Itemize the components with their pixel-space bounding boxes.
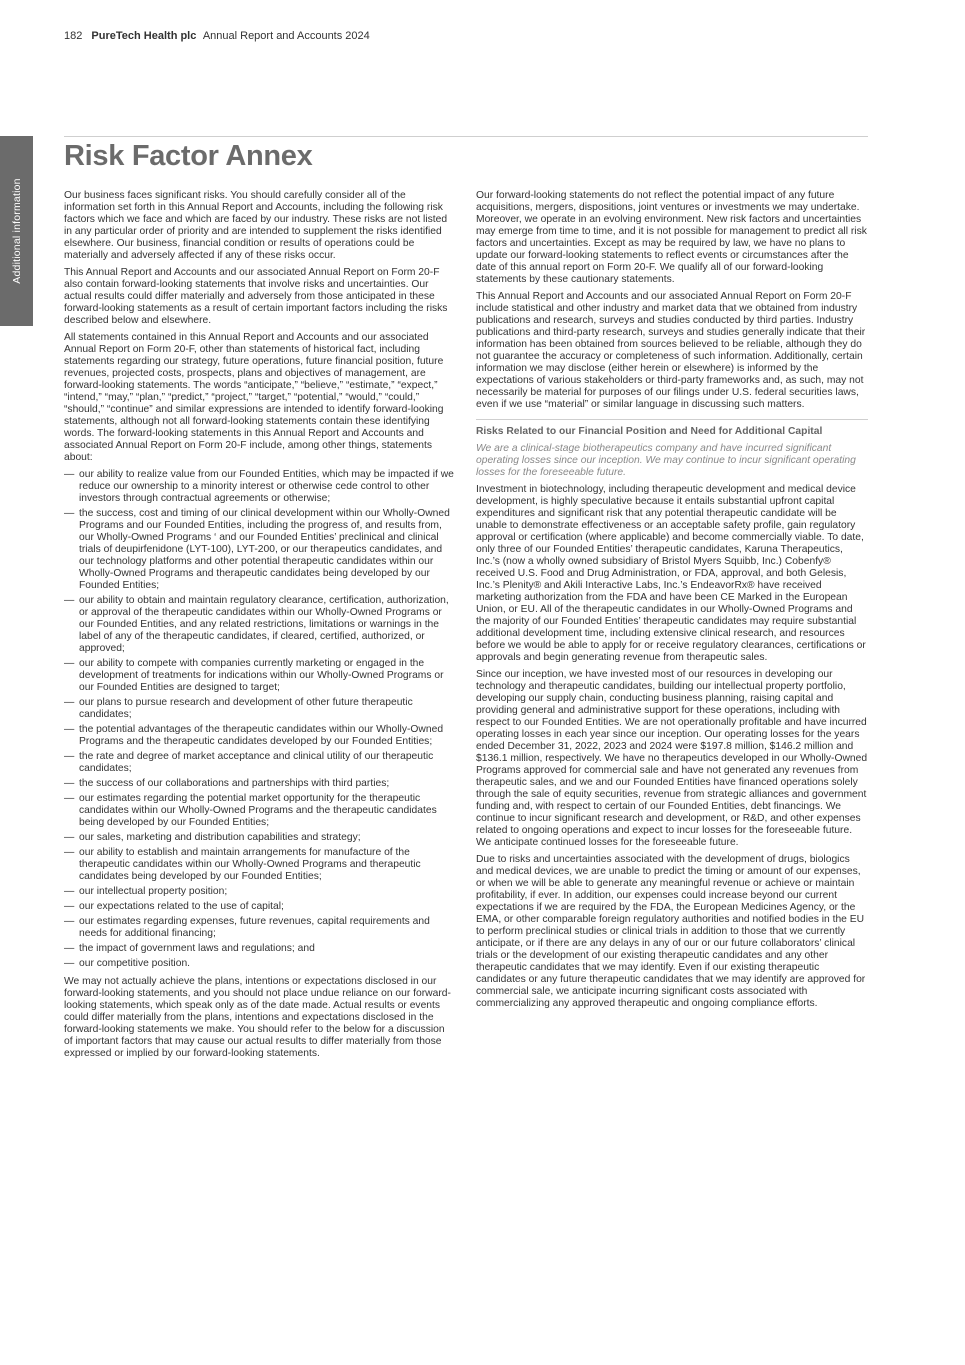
list-item: — the success, cost and timing of our clinical development within our Wholly-Owned Programs and our Founded Entities, including the progress of, and results from, our Wholly-Owned Programs ‘ and our Founded Entities’ preclinical and clinical trials of deupirfenidone (LYT-100), LYT-200, or our therapeutics candidates, and our technology platforms and other potential therapeutic candidates within our Wholly-Owned Programs and therapeutic candidates being developed by our Founded Entities; bbox=[64, 508, 450, 591]
dash-marker: — bbox=[64, 832, 75, 843]
report-name: Annual Report and Accounts 2024 bbox=[202, 30, 370, 42]
list-item: — our estimates regarding expenses, future revenues, capital requirements and needs for additional financing; bbox=[64, 916, 430, 939]
dash-marker: — bbox=[64, 847, 75, 858]
list-item: — our estimates regarding the potential market opportunity for the therapeutic candidates within our Wholly-Owned Programs and the therapeutic candidates being developed by our Founded Entities; bbox=[64, 793, 437, 828]
list-item: — our plans to pursue research and development of other future therapeutic candidates; bbox=[64, 697, 413, 720]
list-item: — our ability to obtain and maintain regulatory clearance, certification, authorization, or approval of the therapeutic candidates within our Wholly-Owned Programs or our Founded Entities, and any related restrictions, limitations or warnings in the label of any of the therapeutic candidates, if cleared, certified, authorized, or approved; bbox=[64, 595, 449, 654]
section-heading: Risks Related to our Financial Position and Need for Additional Capital bbox=[476, 426, 823, 437]
dash-marker: — bbox=[64, 901, 75, 912]
dash-marker: — bbox=[64, 697, 75, 708]
list-item: — our intellectual property position; bbox=[64, 886, 228, 897]
dash-marker: — bbox=[64, 886, 75, 897]
list-item: — the potential advantages of the therapeutic candidates within our Wholly-Owned Programs and the therapeutic candidates developed by our Founded Entities; bbox=[64, 724, 444, 747]
dash-marker: — bbox=[64, 943, 75, 954]
dash-marker: — bbox=[64, 724, 75, 735]
statements-paragraph: All statements contained in this Annual Report and Accounts and our associated Annual Report on Form 20-F, other than statements of historical fact, including statements regarding our strategy, future operations, future financial position, future revenues, projected costs, prospects, plans and objectives of management, are forward-looking statements. The words “anticipate,” “believe,” “estimate,” “expect,” “intend,” “may,” “plan,” “predict,” “project,” “target,” “potential,” “would,” “could,” “should,” “continue” and similar expressions are intended to identify forward-looking statements, although not all forward-looking statements contain these identifying words. The forward-looking statements in this Annual Report and Accounts and associated Annual Report on Form 20-F include, among other things, statements about: bbox=[64, 332, 444, 463]
operating-losses-paragraph: Since our inception, we have invested most of our resources in developing our technology and therapeutic candidates, building our intellectual property portfolio, developing our supply chain, conducting business planning, raising capital and providing general and administrative support for these operations, including with respect to our Founded Entities. We are not operationally profitable and have incurred operating losses in each year since our inception. Our operating losses for the years ended December 31, 2022, 2023 and 2024 were $197.8 million, $146.2 million and $136.1 million, respectively. We have no therapeutics developed in our Wholly-Owned Programs approved for commercial sale and have not generated any revenues from therapeutic sales, and we and our Founded Entities have financed operations solely through the sale of equity securities, revenue from strategic alliances and government funding and, with respect to certain of our Founded Entities, debt financings. We continue to incur significant research and development, or R&D, and other expenses related to ongoing operations and expect to incur losses for the foreseeable future. We anticipate continued losses for the foreseeable future. bbox=[476, 669, 868, 848]
dash-marker: — bbox=[64, 751, 75, 762]
forward-looking-paragraph: This Annual Report and Accounts and our associated Annual Report on Form 20-F also contain forward-looking statements that involve risks and uncertainties. Our actual results could differ materially and adversely from those anticipated in these forward-looking statements as a result of certain important factors including the risks described below and elsewhere. bbox=[64, 267, 448, 326]
right-column bbox=[476, 190, 868, 1015]
dash-marker: — bbox=[64, 508, 75, 519]
list-item: — the rate and degree of market acceptance and clinical utility of our therapeutic candidates; bbox=[64, 751, 434, 774]
forward-looking-limits-paragraph: Our forward-looking statements do not reflect the potential impact of any future acquisitions, mergers, dispositions, joint ventures or investments we may undertake. Moreover, we operate in an evolving environment. New risk factors and uncertainties may emerge from time to time, and it is not possible for management to predict all risk factors and uncertainties. Except as may be required by law, we have no plans to update our forward-looking statements to reflect events or circumstances after the date of this annual report on Form 20-F. We qualify all of our forward-looking statements by these cautionary statements. bbox=[476, 190, 867, 285]
company-name: PureTech Health plc bbox=[91, 30, 197, 42]
dash-marker: — bbox=[64, 778, 75, 789]
statements-list bbox=[64, 469, 456, 970]
list-item: — our ability to realize value from our Founded Entities, which may be impacted if we reduce our ownership to a minority interest or otherwise cede control to other investors through contractual agreements or otherwise; bbox=[64, 469, 454, 504]
closing-paragraph: We may not actually achieve the plans, intentions or expectations disclosed in our forward-looking statements, and you should not place undue reliance on our forward-looking statements, which speak only as of the date made. Actual results or events could differ materially from the plans, intentions and expectations disclosed in the forward-looking statements we make. You should refer to the below for a discussion of important factors that may cause our actual results to differ materially from those expressed or implied by our forward-looking statements. bbox=[64, 976, 451, 1059]
left-column bbox=[64, 190, 456, 1065]
side-tab-label: Additional information bbox=[10, 178, 23, 284]
dash-marker: — bbox=[64, 658, 75, 669]
page-number: 182 bbox=[64, 30, 83, 42]
investment-paragraph: Investment in biotechnology, including therapeutic development and medical device development, is highly speculative because it entails substantial upfront capital expenditures and significant risk that any potential therapeutic candidate will be unable to demonstrate effectiveness or an acceptable safety profile, gain regulatory approval or certification (where applicable) and become commercially viable. To date, only three of our Founded Entities’ therapeutic candidates, Karuna Therapeutics, Inc.’s (now a wholly owned subsidiary of Bristol Myers Squibb, Inc.) Cobenfy® received U.S. Food and Drug Administration, or FDA, approval, and both Gelesis, Inc.’s Plenity® and Akili Interactive Labs, Inc.’s EndeavorRx® have received marketing authorization from the FDA and have been CE Marked in the European Union, or EU. All of the therapeutic candidates in our Wholly-Owned Programs and the majority of our Founded Entities’ therapeutic candidates may require substantial additional development time, including extensive clinical research, and resources before we would be able to apply for or receive regulatory clearances, certifications or approvals and begin generating revenue from therapeutic sales. bbox=[476, 484, 866, 663]
list-item: — our ability to establish and maintain arrangements for manufacture of the therapeutic candidates within our Wholly-Owned Programs and therapeutic candidates being developed by our Founded Entities; bbox=[64, 847, 421, 882]
risk-summary: We are a clinical-stage biotherapeutics company and have incurred significant operating losses since our inception. We may continue to incur significant operating losses for the foreseeable future. bbox=[476, 443, 856, 478]
list-item: — our ability to compete with companies currently marketing or engaged in the development of treatments for indications within our Wholly-Owned Programs or our Founded Entities are designed to target; bbox=[64, 658, 444, 693]
section-side-tab bbox=[0, 136, 33, 326]
list-item: — the success of our collaborations and partnerships with third parties; bbox=[64, 778, 390, 789]
dash-marker: — bbox=[64, 469, 75, 480]
dash-marker: — bbox=[64, 595, 75, 606]
section-divider bbox=[476, 419, 868, 420]
list-item: — our expectations related to the use of capital; bbox=[64, 901, 284, 912]
dash-marker: — bbox=[64, 793, 75, 804]
industry-data-paragraph: This Annual Report and Accounts and our associated Annual Report on Form 20-F include statistical and other industry and market data that we obtained from industry publications and research, surveys and studies conducted by third parties. Industry publications and third-party research, surveys and studies generally indicate that their information has been obtained from sources believed to be reliable, although they do not guarantee the accuracy or completeness of such information. Additionally, certain information we may disclose (either herein or elsewhere) is informed by the expectations of various stakeholders or third-party frameworks and, as such, may not necessarily be material for purposes of our filings under U.S. federal securities laws, even if we use “material” or similar language in discussing such matters. bbox=[476, 291, 866, 410]
intro-paragraph: Our business faces significant risks. You should carefully consider all of the information set forth in this Annual Report and Accounts, including the following risk factors which we face and which are faced by our industry. These risks are not listed in any particular order of priority and are intended to supplement the risks identified elsewhere. Our business, financial condition or results of operations could be materially and adversely affected if any of these risks occur. bbox=[64, 190, 448, 261]
running-header bbox=[64, 30, 370, 42]
expenses-paragraph: Due to risks and uncertainties associated with the development of drugs, biologics and medical devices, we are unable to predict the timing or amount of our expenses, or when we will be able to generate any meaningful revenue or achieve or maintain profitability, if ever. In addition, our expenses could increase beyond our current expectations if we are required by the FDA, the European Medicines Agency, or the EMA, or other comparable foreign regulatory authorities and notified bodies in the EU to perform preclinical studies or clinical trials in addition to those that we currently anticipate, or if there are any delays in any of our or our future collaborators’ clinical trials or the development of our existing therapeutic candidates and any other therapeutic candidates that we may identify. Even if our existing therapeutic candidates or any future therapeutic candidates that we may identify are approved for commercial sale, we anticipate incurring significant costs associated with commercializing any approved therapeutic and ongoing compliance efforts. bbox=[476, 854, 866, 1009]
list-item: — our sales, marketing and distribution capabilities and strategy; bbox=[64, 832, 361, 843]
top-divider bbox=[64, 136, 868, 137]
dash-marker: — bbox=[64, 916, 75, 927]
page-title: Risk Factor Annex bbox=[64, 140, 313, 172]
list-item: — our competitive position. bbox=[64, 958, 191, 969]
dash-marker: — bbox=[64, 958, 75, 969]
list-item: — the impact of government laws and regulations; and bbox=[64, 943, 315, 954]
